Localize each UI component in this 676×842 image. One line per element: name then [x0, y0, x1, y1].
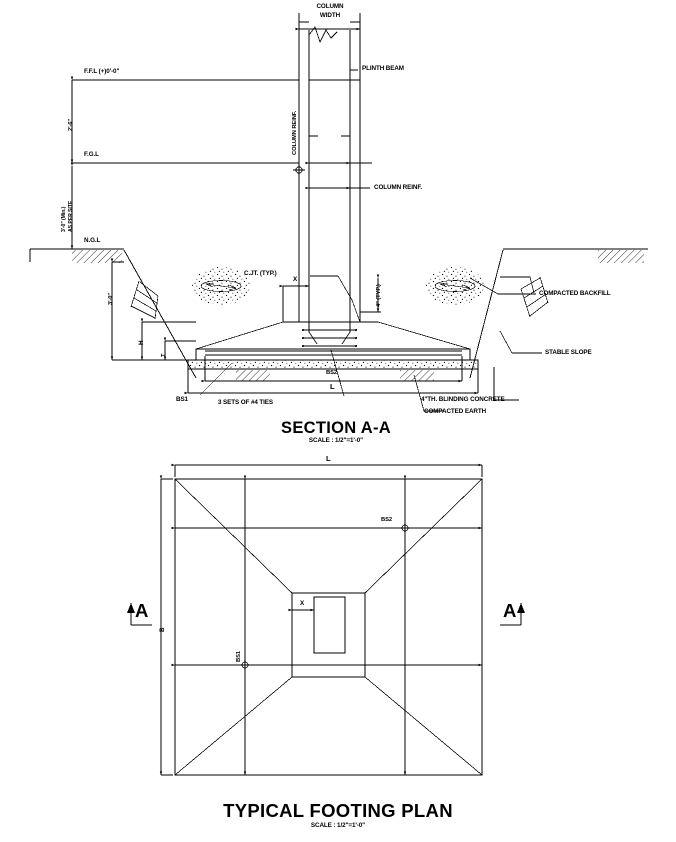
label-column-width-line1: COLUMN	[316, 3, 344, 10]
label-ngl: N.G.L	[84, 237, 101, 244]
dim-label-3-0: 3'-0"	[108, 292, 114, 305]
label-column-reinf-right: COLUMN REINF.	[374, 184, 423, 191]
label-column-width-line2: WIDTH	[319, 12, 341, 19]
plan-scale: SCALE : 1/2"=1'-0"	[310, 822, 366, 829]
label-column-reinf-vertical: COLUMN REINF.	[292, 110, 298, 155]
label-compacted-earth: COMPACTED EARTH	[424, 408, 487, 415]
dim-label-as-per-site: AS PER SITE	[68, 200, 74, 232]
dim-label-l-plan: L	[326, 454, 331, 463]
dim-label-min: 3'-0" (Min.)	[61, 206, 67, 232]
dim-label-t: T	[161, 353, 167, 357]
label-construction-joint: C.JT. (TYP.)	[244, 270, 277, 277]
label-bs1-plan: BS1	[236, 651, 242, 662]
label-compacted-backfill: COMPACTED BACKFILL	[539, 290, 611, 297]
dim-label-b-plan: B	[159, 627, 166, 632]
label-plinth-beam: PLINTH BEAM	[362, 65, 404, 72]
dim-label-h: H	[138, 340, 145, 345]
section-marker-right-label: A	[503, 600, 517, 621]
label-ffl: F.F.L (+)0'-0"	[84, 68, 120, 75]
dim-label-x-plan: X	[300, 600, 305, 607]
section-marker-left-label: A	[135, 600, 149, 621]
dim-label-x-section: X	[293, 276, 298, 283]
dim-label-2-6: 2'-6"	[68, 118, 74, 131]
label-ties: 3 SETS OF #4 TIES	[218, 399, 273, 406]
label-bs1-section: BS1	[176, 396, 188, 403]
dim-label-l-section: L	[330, 382, 335, 391]
section-title: SECTION A-A	[281, 419, 391, 437]
label-stable-slope: STABLE SLOPE	[545, 349, 592, 356]
label-fgl: F.G.L	[84, 151, 99, 158]
dim-label-4-typ: 4" (TYP.)	[376, 284, 382, 307]
plan-title: TYPICAL FOOTING PLAN	[223, 800, 453, 821]
label-bs2-section: BS2	[326, 370, 337, 376]
label-blinding-concrete: 4"TH. BLINDING CONCRETE	[421, 396, 505, 403]
section-scale: SCALE : 1/2"=1'-0"	[308, 437, 364, 444]
label-bs2-plan: BS2	[381, 517, 392, 523]
